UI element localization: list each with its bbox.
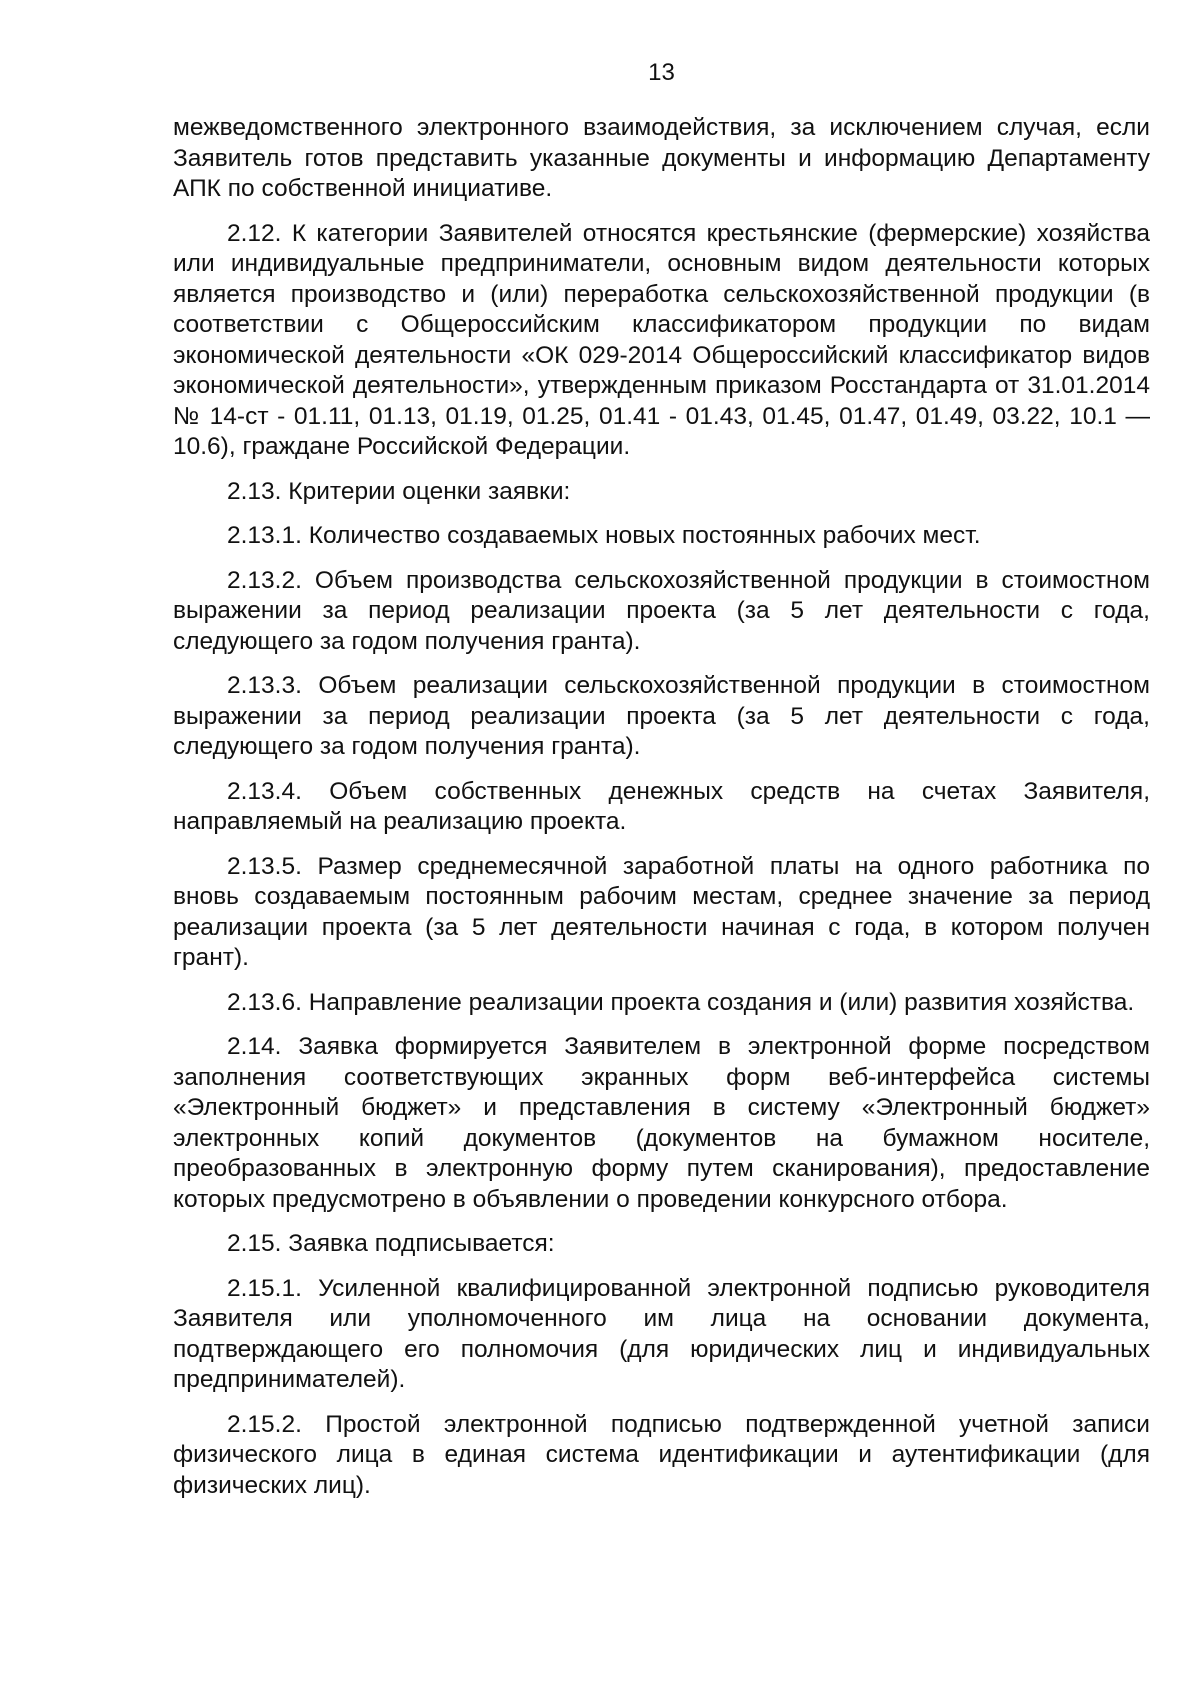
- document-body: [173, 113, 1150, 1515]
- paragraph-2-15-1: 2.15.1. Усиленной квалифицированной электронной подписью руководителя Заявителя или уполномоченного им лица на основании документа, подтверждающего его полномочия (для юридических лиц и индивидуальных предпринимателей).: [173, 1274, 1150, 1393]
- paragraph-2-13-3: 2.13.3. Объем реализации сельскохозяйственной продукции в стоимостном выражении за период реализации проекта (за 5 лет деятельности с года, следующего за годом получения гранта).: [173, 672, 1150, 760]
- paragraph-2-12: 2.12. К категории Заявителей относятся крестьянские (фермерские) хозяйства или индивидуальные предприниматели, основным видом деятельности которых является производство и (или) переработка сельскохозяйственной продукции (в соответствии с Общероссийским классификатором продукции по видам экономической деятельности «ОК 029-2014 Общероссийский классификатор видов экономической деятельности», утвержденным приказом Росстандарта от 31.01.2014 № 14-ст - 01.11, 01.13, 01.19, 01.25, 01.41 - 01.43, 01.45, 01.47, 01.49, 03.22, 10.1 — 10.6), граждане Российской Федерации.: [173, 219, 1150, 460]
- paragraph-2-13-1: 2.13.1. Количество создаваемых новых постоянных рабочих мест.: [227, 522, 981, 549]
- paragraph-2-13-6: 2.13.6. Направление реализации проекта создания и (или) развития хозяйства.: [227, 988, 1135, 1016]
- paragraph-2-14: 2.14. Заявка формируется Заявителем в электронной форме посредством заполнения соответствующих экранных форм веб-интерфейса системы «Электронный бюджет» и представления в систему «Электронный бюджет» электронных копий документов (документов на бумажном носителе, преобразованных в электронную форму путем сканирования), предоставление которых предусмотрено в объявлении о проведении конкурсного отбора.: [173, 1033, 1150, 1213]
- paragraph-2-13-4: 2.13.4. Объем собственных денежных средств на счетах Заявителя, направляемый на реализацию проекта.: [173, 777, 1150, 835]
- page-number: 13: [648, 59, 675, 86]
- document-page: [173, 0, 1150, 1697]
- paragraph-2-13: 2.13. Критерии оценки заявки:: [227, 477, 571, 505]
- paragraph-continuation: межведомственного электронного взаимодействия, за исключением случая, если Заявитель готов представить указанные документы и информацию Департаменту АПК по собственной инициативе.: [173, 114, 1150, 202]
- paragraph-2-13-2: 2.13.2. Объем производства сельскохозяйственной продукции в стоимостном выражении за период реализации проекта (за 5 лет деятельности с года, следующего за годом получения гранта).: [173, 566, 1150, 655]
- paragraph-2-15: 2.15. Заявка подписывается:: [227, 1230, 555, 1257]
- paragraph-2-13-5: 2.13.5. Размер среднемесячной заработной платы на одного работника по вновь создаваемым постоянным рабочим местам, среднее значение за период реализации проекта (за 5 лет деятельности начиная с года, в котором получен грант).: [173, 852, 1150, 971]
- paragraph-2-15-2: 2.15.2. Простой электронной подписью подтвержденной учетной записи физического лица в единая система идентификации и аутентификации (для физических лиц).: [173, 1410, 1150, 1499]
